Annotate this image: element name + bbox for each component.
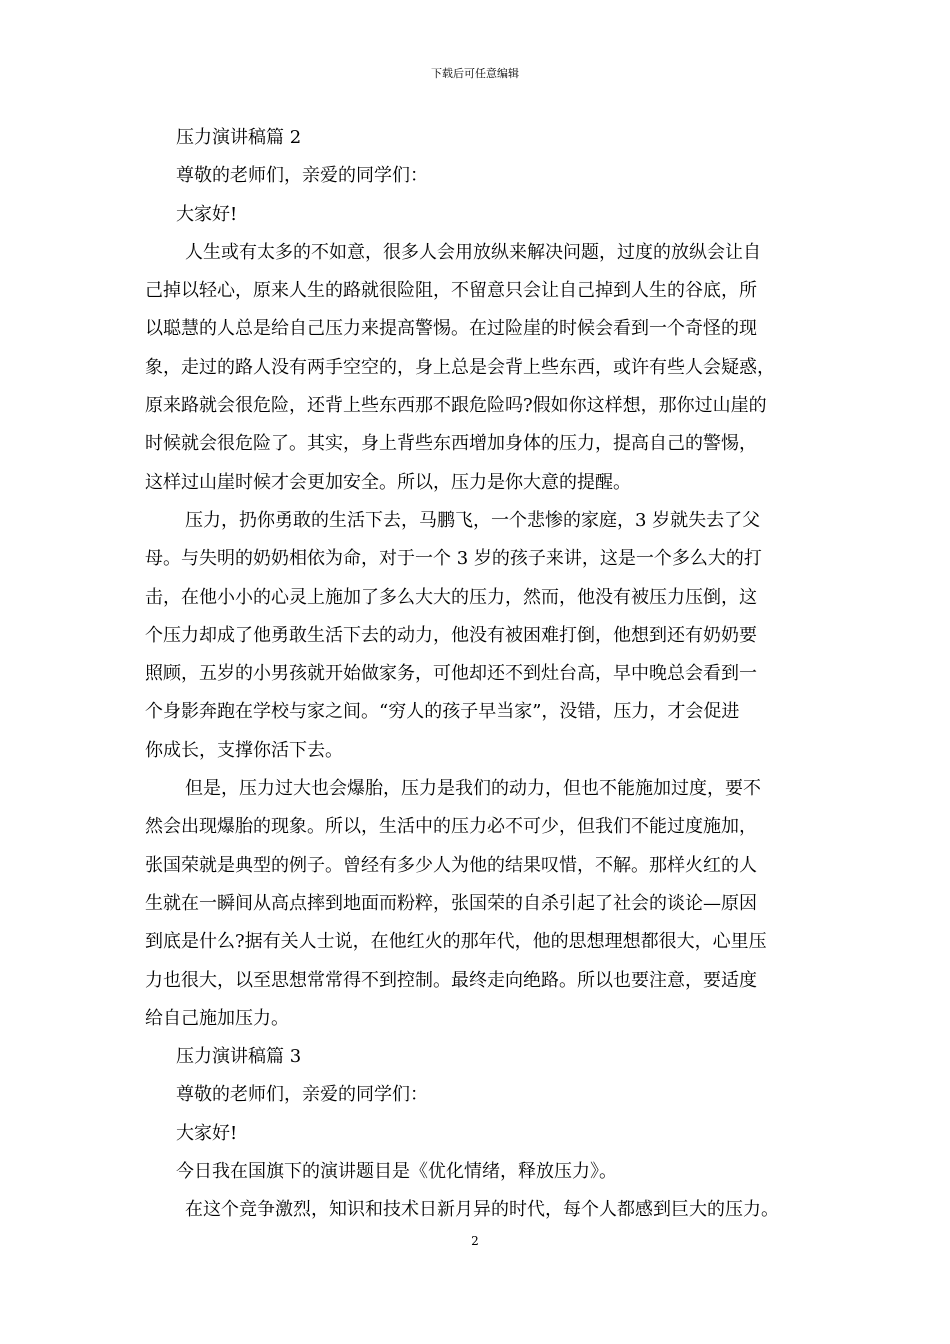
text-line: 象，走过的路人没有两手空空的，身上总是会背上些东西，或许有些人会疑惑， [145,356,775,378]
text-line: 今日我在国旗下的演讲题目是《优化情绪，释放压力》。 [176,1161,617,1183]
text-line: 压力演讲稿篇 3 [176,1046,302,1068]
text-line: 然会出现爆胎的现象。所以，生活中的压力必不可少，但我们不能过度施加， [145,816,757,838]
text-line: 以聪慧的人总是给自己压力来提高警惕。在过险崖的时候会看到一个奇怪的现 [145,318,757,340]
text-line: 人生或有太多的不如意，很多人会用放纵来解决问题，过度的放纵会让自 [185,241,761,263]
page-header: 下载后可任意编辑 [431,67,519,80]
text-line: 压力，扔你勇敢的生活下去，马鹏飞，一个悲惨的家庭，3 岁就失去了父 [185,509,761,531]
page-number: 2 [471,1234,479,1248]
text-line: 尊敬的老师们，亲爱的同学们： [176,165,428,187]
text-line: 尊敬的老师们，亲爱的同学们： [176,1084,428,1106]
text-line: 母。与失明的奶奶相依为命，对于一个 3 岁的孩子来讲，这是一个多么大的打 [145,548,762,570]
text-line: 你成长，支撑你活下去。 [145,739,343,761]
text-line: 时候就会很危险了。其实，身上背些东西增加身体的压力，提高自己的警惕， [145,433,757,455]
document-body [145,119,810,1230]
text-line: 但是，压力过大也会爆胎，压力是我们的动力，但也不能施加过度，要不 [185,778,761,800]
text-line: 个身影奔跑在学校与家之间。“穷人的孩子早当家”，没错，压力，才会促进 [145,701,740,723]
text-line: 给自己施加压力。 [145,1007,289,1029]
text-line: 到底是什么?据有关人士说，在他红火的那年代，他的思想理想都很大，心里压 [145,931,767,953]
text-line: 大家好! [176,203,238,225]
text-line: 照顾，五岁的小男孩就开始做家务，可他却还不到灶台高，早中晚总会看到一 [145,663,757,685]
text-line: 个压力却成了他勇敢生活下去的动力，他没有被困难打倒，他想到还有奶奶要 [145,624,757,646]
text-line: 原来路就会很危险，还背上些东西那不跟危险吗?假如你这样想，那你过山崖的 [145,395,767,417]
text-line: 生就在一瞬间从高点摔到地面而粉粹，张国荣的自杀引起了社会的谈论—原因 [145,892,757,914]
text-line: 力也很大，以至思想常常得不到控制。最终走向绝路。所以也要注意，要适度 [145,969,757,991]
text-line: 击，在他小小的心灵上施加了多么大大的压力，然而，他没有被压力压倒，这 [145,586,757,608]
text-line: 这样过山崖时候才会更加安全。所以，压力是你大意的提醒。 [145,471,631,493]
text-line: 己掉以轻心，原来人生的路就很险阻，不留意只会让自己掉到人生的谷底，所 [145,280,757,302]
text-line: 在这个竞争激烈，知识和技术日新月异的时代，每个人都感到巨大的压力。 [185,1199,779,1221]
text-line: 张国荣就是典型的例子。曾经有多少人为他的结果叹惜，不解。那样火红的人 [145,854,757,876]
text-line: 大家好! [176,1122,238,1144]
text-line: 压力演讲稿篇 2 [176,127,302,148]
